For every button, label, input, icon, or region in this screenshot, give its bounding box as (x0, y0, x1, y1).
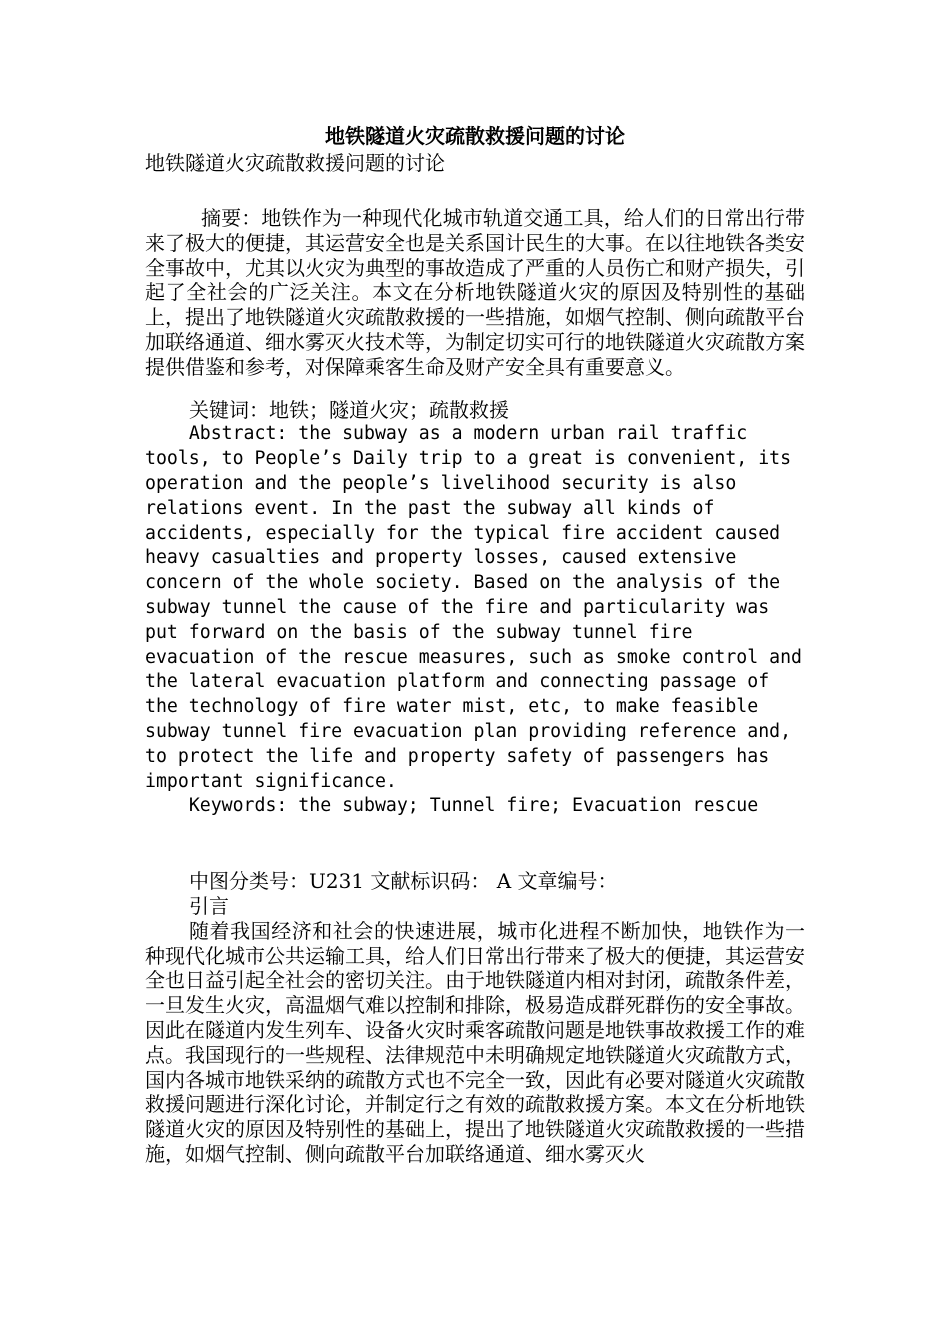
document-page (145, 122, 813, 1167)
document-title: 地铁隧道火灾疏散救援问题的讨论 (325, 124, 625, 148)
spacer (145, 380, 805, 398)
spacer (145, 176, 805, 206)
document-subtitle: 地铁隧道火灾疏散救援问题的讨论 (145, 151, 445, 175)
spacer (145, 819, 805, 869)
keywords-chinese: 关键词：地铁；隧道火灾；疏散救援 (189, 397, 509, 422)
classification-line: 中图分类号：U231 文献标识码： A 文章编号： (189, 869, 618, 894)
keywords-english: Keywords: the subway; Tunnel fire; Evacuation rescue (145, 795, 759, 817)
intro-body: 随着我国经济和社会的快速进展，城市化进程不断加快，地铁作为一种现代化城市公共运输工具，给人们日常出行带来了极大的便捷，其运营安全也日益引起全社会的密切关注。由于地铁隧道内相对封闭，疏散条件差，一旦发生火灾，高温烟气难以控制和排除，极易造成群死群伤的安全事故。因此在隧道内发生列车、设备火灾时乘客疏散问题是地铁事故救援工作的难点。我国现行的一些规程、法律规范中未明确规定地铁隧道火灾疏散方式，国内各城市地铁采纳的疏散方式也不完全一致，因此有必要对隧道火灾疏散救援问题进行深化讨论，并制定行之有效的疏散救援方案。本文在分析地铁隧道火灾的原因及特别性的基础上，提出了地铁隧道火灾疏散救援的一些措施，如烟气控制、侧向疏散平台加联络通道、细水雾灭火 (145, 918, 805, 1166)
abstract-chinese: 摘要：地铁作为一种现代化城市轨道交通工具，给人们的日常出行带来了极大的便捷，其运营安全也是关系国计民生的大事。在以往地铁各类安全事故中，尤其以火灾为典型的事故造成了严重的人员伤亡和财产损失，引起了全社会的广泛关注。本文在分析地铁隧道火灾的原因及特别性的基础上，提出了地铁隧道火灾疏散救援的一些措施，如烟气控制、侧向疏散平台加联络通道、细水雾灭火技术等，为制定切实可行的地铁隧道火灾疏散方案提供借鉴和参考，对保障乘客生命及财产安全具有重要意义。 (145, 206, 805, 379)
abstract-english: Abstract: the subway as a modern urban rail traffic tools, to People’s Daily trip to a great is convenient, its operation and the people’s livelihood security is also relations event. In the past the subway all kinds of accidents, especially for the typical fire accident caused heavy casualties and property losses, caused extensive concern of the whole society. Based on the analysis of the subway tunnel the cause of the fire and particularity was put forward on the basis of the subway tunnel fire evacuation of the rescue measures, such as smoke control and the lateral evacuation platform and connecting passage of the technology of fire water mist, etc, to make feasible subway tunnel fire evacuation plan providing reference and, to protect the life and property safety of passengers has important significance. (145, 423, 813, 792)
intro-heading: 引言 (189, 893, 229, 918)
